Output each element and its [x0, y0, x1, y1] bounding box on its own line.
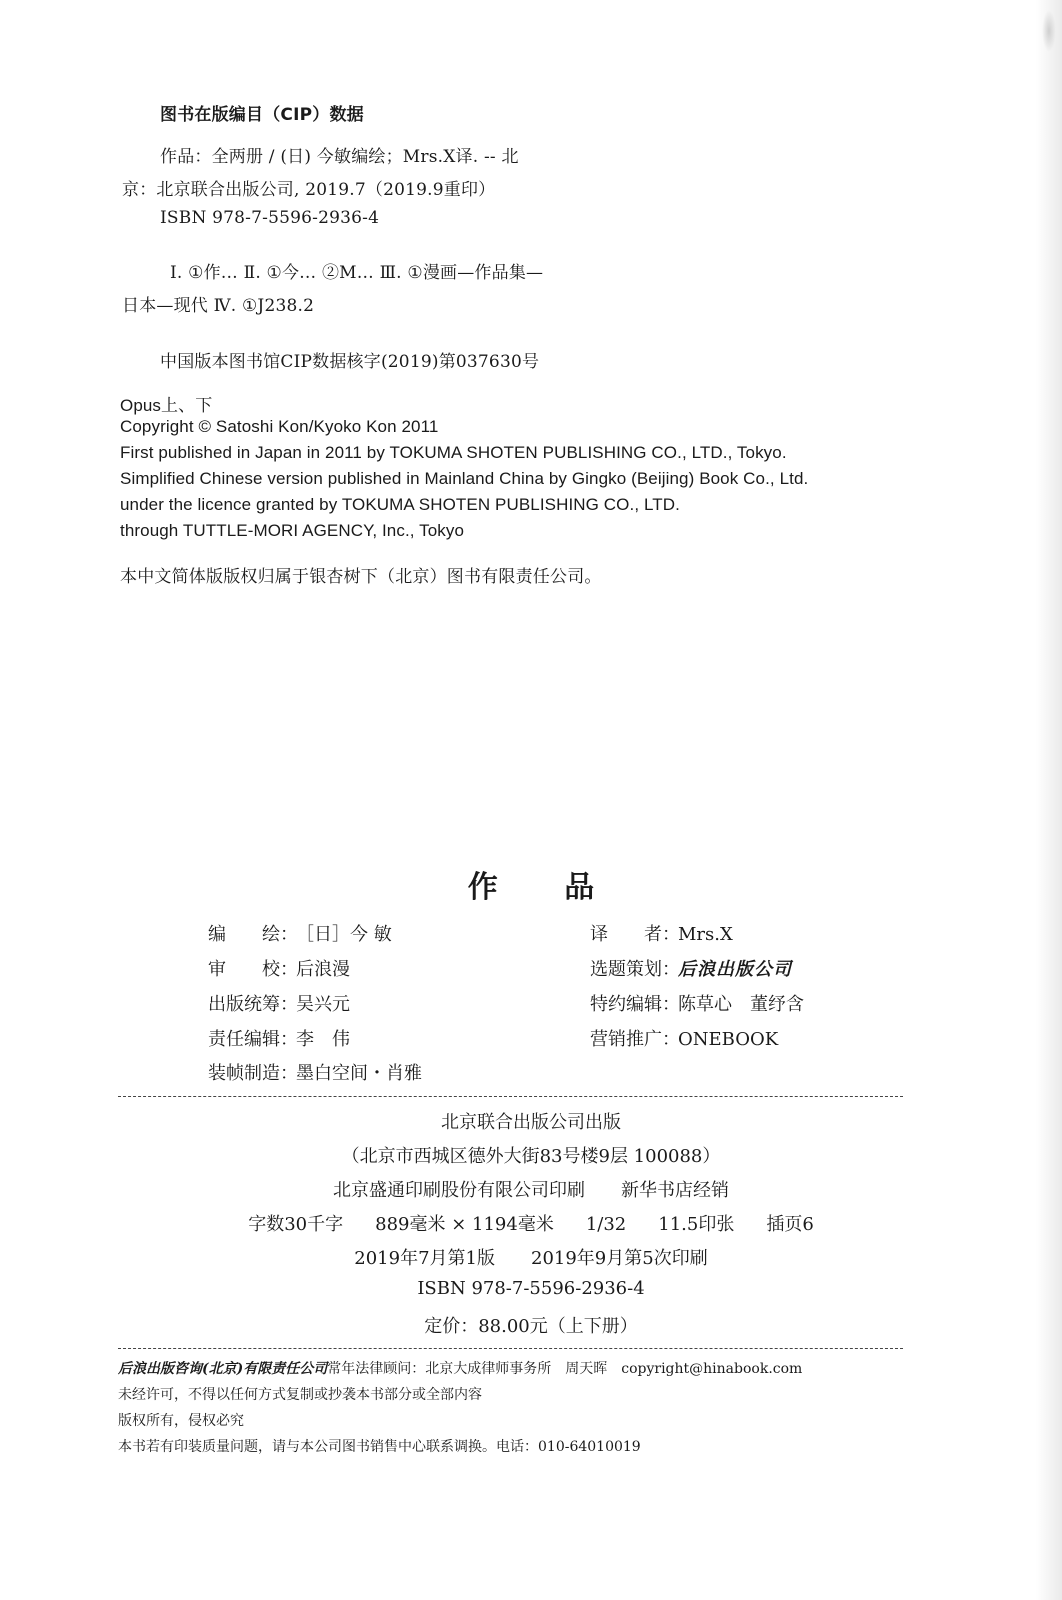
scan-artifact — [1042, 10, 1056, 52]
footer-company: 后浪出版咨询(北京)有限责任公司 — [118, 1361, 328, 1377]
imprint-printer: 北京盛通印刷股份有限公司印刷 新华书店经销 — [333, 1180, 729, 1201]
credit-label: 责任编辑： — [208, 1029, 298, 1050]
cip-line-2: 京：北京联合出版公司, 2019.7（2019.9重印） — [122, 180, 496, 200]
credit-value: 后浪漫 — [296, 959, 350, 980]
credit-label: 营销推广： — [590, 1029, 680, 1050]
spec-inserts: 插页6 — [766, 1214, 814, 1235]
cip-classification-2: 日本—现代 Ⅳ. ①J238.2 — [122, 296, 315, 316]
credit-label: 选题策划： — [590, 959, 680, 980]
footer-legal: 常年法律顾问：北京大成律师事务所 周天晖 copyright@hinabook.com — [327, 1361, 803, 1377]
credit-value: 陈草心 董纾含 — [678, 994, 804, 1015]
credit-label: 编 绘： — [208, 924, 298, 945]
imprint-price: 定价：88.00元（上下册） — [424, 1316, 638, 1337]
spec-sheets: 11.5印张 — [658, 1214, 735, 1235]
footer-notice-1: 未经许可，不得以任何方式复制或抄袭本书部分或全部内容 — [118, 1387, 482, 1403]
credit-special-editor — [590, 990, 804, 1016]
cip-isbn: ISBN 978-7-5596-2936-4 — [160, 208, 380, 228]
credit-publishing-coordinator — [208, 990, 350, 1016]
credit-value: 后浪出版公司 — [678, 959, 792, 980]
divider-top — [118, 1096, 903, 1097]
credit-label: 特约编辑： — [590, 994, 680, 1015]
credit-value: 墨白空间・肖雅 — [296, 1063, 422, 1084]
credit-planning — [590, 955, 792, 981]
copyright-line-5: through TUTTLE-MORI AGENCY, Inc., Tokyo — [120, 521, 465, 540]
credit-value: 吴兴元 — [296, 994, 350, 1015]
divider-bottom — [118, 1348, 903, 1349]
spec-word-count: 字数30千字 — [248, 1214, 344, 1235]
copyright-line-1: Copyright © Satoshi Kon/Kyoko Kon 2011 — [120, 417, 439, 436]
imprint-specs — [0, 1210, 1062, 1236]
copyright-line-3: Simplified Chinese version published in Mainland China by Gingko (Beijing) Book Co., Ltd. — [120, 469, 809, 488]
credit-label: 装帧制造： — [208, 1063, 298, 1084]
book-title: 作 品 — [467, 870, 623, 905]
footer-notice-2: 版权所有，侵权必究 — [118, 1413, 244, 1429]
cip-approval-number: 中国版本图书馆CIP数据核字(2019)第037630号 — [160, 352, 540, 372]
credit-value: 李 伟 — [296, 1029, 350, 1050]
credit-label: 出版统筹： — [208, 994, 298, 1015]
imprint-address: （北京市西城区德外大街83号楼9层 100088） — [341, 1146, 721, 1167]
credit-value: Mrs.X — [678, 924, 733, 945]
footer-legal-line — [118, 1358, 802, 1378]
credit-label: 译 者： — [590, 924, 680, 945]
spec-paper-size: 889毫米 × 1194毫米 — [375, 1214, 554, 1235]
imprint-publisher: 北京联合出版公司出版 — [441, 1112, 621, 1133]
cip-classification-1: Ⅰ. ①作… Ⅱ. ①今… ②M… Ⅲ. ①漫画—作品集— — [170, 263, 544, 283]
spec-format: 1/32 — [585, 1214, 627, 1235]
rights-statement: 本中文简体版版权归属于银杏树下（北京）图书有限责任公司。 — [120, 567, 602, 587]
cip-line-1: 作品：全两册 / (日) 今敏编绘；Mrs.X译. -- 北 — [160, 147, 519, 167]
cip-title: 图书在版编目（CIP）数据 — [160, 105, 364, 125]
credit-translator — [590, 920, 733, 946]
original-title: Opus上、下 — [120, 396, 213, 415]
credit-value: ONEBOOK — [678, 1029, 779, 1050]
imprint-editions: 2019年7月第1版 2019年9月第5次印刷 — [354, 1248, 708, 1269]
imprint-isbn: ISBN 978-7-5596-2936-4 — [417, 1278, 645, 1299]
credit-label: 审 校： — [208, 959, 298, 980]
credit-design — [208, 1059, 422, 1085]
footer-notice-3: 本书若有印装质量问题，请与本公司图书销售中心联系调换。电话：010-64010019 — [118, 1439, 641, 1455]
credit-value: ［日］今 敏 — [296, 924, 392, 945]
copyright-line-2: First published in Japan in 2011 by TOKUMA SHOTEN PUBLISHING CO., LTD., Tokyo. — [120, 443, 787, 462]
credit-editor-in-charge — [208, 1025, 350, 1051]
copyright-line-4: under the licence granted by TOKUMA SHOTEN PUBLISHING CO., LTD. — [120, 495, 680, 514]
page-edge-shadow — [1036, 0, 1062, 1600]
credit-reviewer — [208, 955, 350, 981]
credit-illustrator — [208, 920, 392, 946]
credit-marketing — [590, 1025, 778, 1051]
